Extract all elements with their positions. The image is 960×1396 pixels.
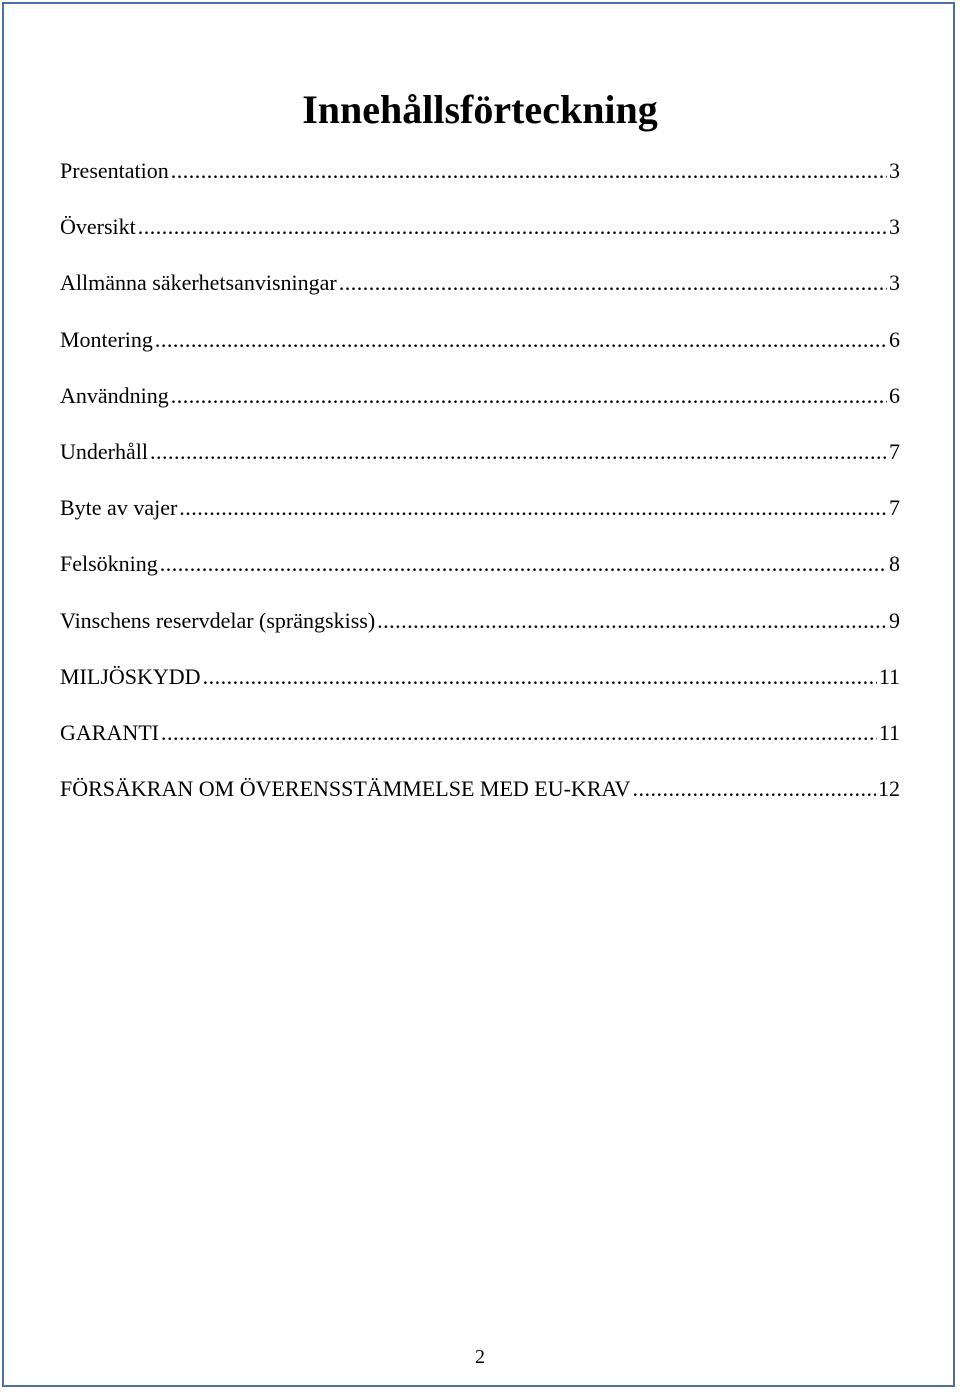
- dot-leader: [150, 437, 887, 467]
- toc-entry-label: Användning: [60, 382, 169, 408]
- toc-list: [60, 156, 900, 830]
- toc-entry-page: 11: [878, 663, 900, 689]
- toc-entry-miljoskydd[interactable]: [60, 662, 900, 718]
- toc-entry-reservdelar[interactable]: [60, 606, 900, 662]
- toc-entry-forsakran[interactable]: [60, 774, 900, 830]
- dot-leader: [160, 549, 887, 579]
- toc-entry-garanti[interactable]: [60, 718, 900, 774]
- dot-leader: [179, 493, 887, 523]
- dot-leader: [203, 662, 877, 692]
- toc-entry-label: Montering: [60, 326, 153, 352]
- toc-entry-label: Felsökning: [60, 551, 158, 577]
- toc-entry-page: 3: [889, 270, 900, 296]
- toc-entry-label: GARANTI: [60, 719, 159, 745]
- toc-entry-oversikt[interactable]: [60, 212, 900, 268]
- toc-entry-label: Byte av vajer: [60, 495, 178, 521]
- toc-entry-page: 3: [889, 214, 900, 240]
- toc-entry-label: MILJÖSKYDD: [60, 663, 201, 689]
- toc-entry-page: 8: [889, 551, 900, 577]
- toc-entry-underhall[interactable]: [60, 437, 900, 493]
- dot-leader: [155, 325, 887, 355]
- toc-entry-label: Presentation: [60, 158, 169, 183]
- toc-entry-montering[interactable]: [60, 325, 900, 381]
- toc-entry-presentation[interactable]: [60, 156, 900, 212]
- toc-entry-page: 11: [878, 719, 900, 745]
- toc-entry-page: 12: [878, 776, 900, 802]
- toc-entry-byte-av-vajer[interactable]: [60, 493, 900, 549]
- toc-entry-page: 3: [889, 158, 900, 183]
- toc-entry-page: 6: [889, 326, 900, 352]
- toc-entry-anvandning[interactable]: [60, 381, 900, 437]
- toc-entry-label: Allmänna säkerhetsanvisningar: [60, 270, 337, 296]
- dot-leader: [339, 268, 887, 298]
- toc-entry-page: 7: [889, 438, 900, 464]
- dot-leader: [632, 774, 876, 804]
- toc-entry-felsokning[interactable]: [60, 549, 900, 605]
- toc-entry-sakerhetsanvisningar[interactable]: [60, 268, 900, 324]
- dot-leader: [171, 381, 887, 411]
- page-number: 2: [475, 1346, 485, 1368]
- toc-entry-page: 9: [889, 607, 900, 633]
- toc-entry-label: FÖRSÄKRAN OM ÖVERENSSTÄMMELSE MED EU-KRAV: [60, 776, 631, 802]
- dot-leader: [161, 718, 877, 748]
- dot-leader: [138, 212, 887, 242]
- toc-title: Innehållsförteckning: [302, 87, 658, 132]
- dot-leader: [171, 156, 887, 186]
- toc-entry-label: Vinschens reservdelar (sprängskiss): [60, 607, 376, 633]
- toc-entry-page: 6: [889, 382, 900, 408]
- dot-leader: [377, 606, 887, 636]
- toc-entry-page: 7: [889, 495, 900, 521]
- toc-entry-label: Översikt: [60, 214, 136, 240]
- toc-entry-label: Underhåll: [60, 438, 148, 464]
